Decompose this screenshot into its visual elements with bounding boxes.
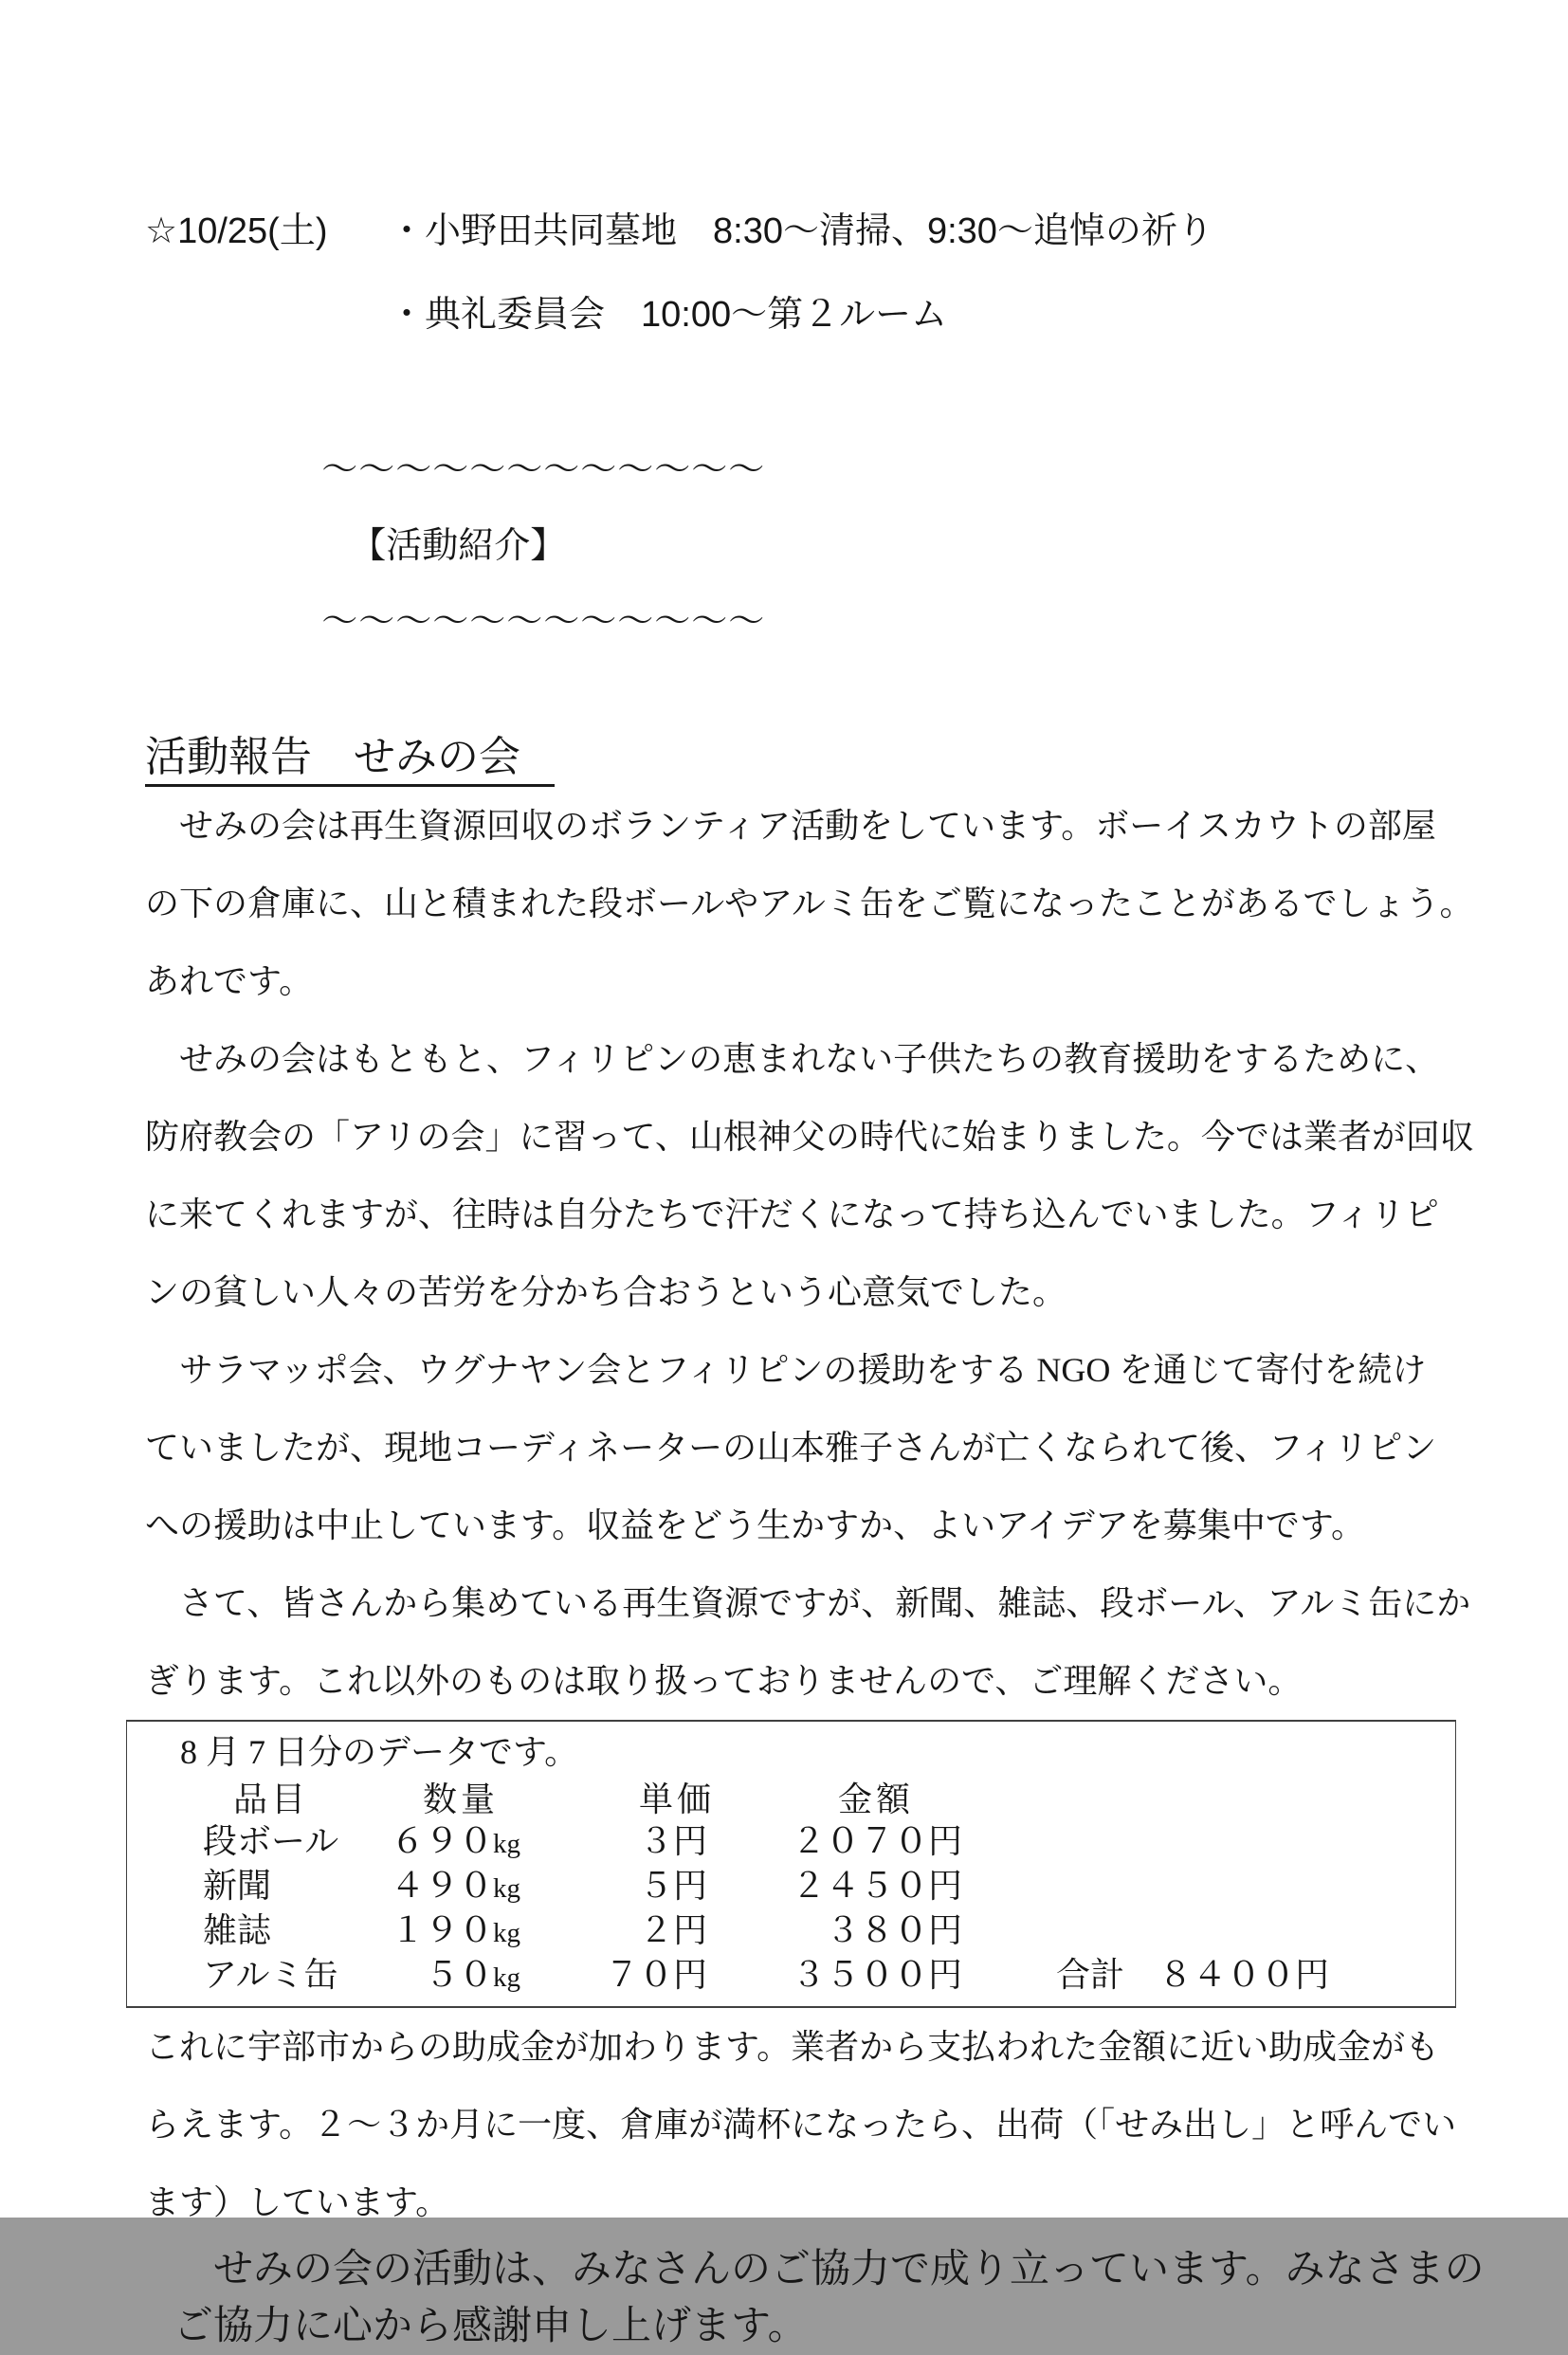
paragraph-line: への援助は中止しています。収益をどう生かすか、よいアイデアを募集中です。 <box>145 1506 1366 1544</box>
table-row <box>127 1820 1455 1865</box>
schedule-line-1 <box>145 190 1483 273</box>
total-label: 合計 <box>1056 1956 1125 1994</box>
paragraph-line: らえます。２～３か月に一度、倉庫が満杯になったら、出荷（「せみ出し」と呼んでい <box>145 2106 1457 2144</box>
kg-unit: kg <box>493 1873 520 1904</box>
closing-line: せみの会の活動は、みなさんのご協力で成り立っています。みなさまの <box>173 2248 1485 2291</box>
paragraph-line: ンの貧しい人々の苦労を分かち合おうという心意気でした。 <box>145 1273 1067 1311</box>
cell-item: 新聞 <box>203 1867 272 1905</box>
kg-unit: kg <box>493 1829 520 1859</box>
paragraph-line: これに宇部市からの助成金が加わります。業者から支払われた金額に近い助成金がも <box>145 2028 1440 2066</box>
schedule-date: ☆10/25(土) <box>145 211 328 251</box>
section-heading: 活動報告 せみの会 <box>145 736 555 787</box>
col-header-amount: 金額 <box>837 1780 914 1818</box>
cell-item: 雑誌 <box>203 1911 272 1949</box>
paragraph-line: ます）しています。 <box>145 2183 450 2221</box>
closing-line: ご協力に心から感謝申し上げます。 <box>173 2305 808 2348</box>
cell-price: ２円 <box>638 1911 707 1949</box>
paragraph-line: さて、皆さんから集めている再生資源ですが、新聞、雑誌、段ボール、アルミ缶にか <box>145 1584 1471 1622</box>
paragraph-line: せみの会はもともと、フィリピンの恵まれない子供たちの教育援助をするために、 <box>145 1040 1440 1078</box>
qty-value: １９０ <box>390 1911 493 1949</box>
table-row <box>127 1954 1455 1999</box>
cell-qty <box>345 1865 525 1909</box>
paragraph-line: ていましたが、現地コーディネーターの山本雅子さんが亡くなられて後、フィリピン <box>145 1429 1437 1467</box>
paragraph-line: せみの会は再生資源回収のボランティア活動をしています。ボーイスカウトの部屋 <box>145 807 1436 845</box>
cell-price: ３円 <box>638 1822 707 1860</box>
cell-total <box>971 1954 1329 1999</box>
schedule-event-2: ・典礼委員会 10:00～第２ルーム <box>389 295 948 335</box>
cell-amount: ２０７０円 <box>791 1822 962 1860</box>
col-header-price: 単価 <box>638 1780 715 1818</box>
cell-qty <box>345 1820 525 1865</box>
qty-value: ６９０ <box>390 1822 493 1860</box>
table-header-row <box>127 1779 1455 1820</box>
paragraph-line: の下の倉庫に、山と積まれた段ボールやアルミ缶をご覧になったことがあるでしょう。 <box>145 885 1474 922</box>
body-paragraphs <box>145 787 1483 1720</box>
schedule-line-2 <box>145 273 1483 356</box>
paragraph-line: に来てくれますが、往時は自分たちで汗だくになって持ち込んでいました。フィリピ <box>145 1196 1439 1233</box>
kg-unit: kg <box>493 1962 520 1993</box>
paragraph-line: 防府教会の「アリの会」に習って、山根神父の時代に始まりました。今では業者が回収 <box>145 1118 1474 1156</box>
qty-value: ５０ <box>424 1956 493 1994</box>
paragraph-line: サラマッポ会、ウグナヤン会とフィリピンの援助をする NGO を通じて寄付を続け <box>145 1351 1427 1389</box>
total-value: ８４００円 <box>1158 1956 1330 1994</box>
section-heading-wrap <box>145 736 1483 787</box>
kg-unit: kg <box>493 1918 520 1948</box>
cell-qty <box>345 1909 525 1954</box>
divider-label: 【活動紹介】 <box>350 526 567 566</box>
paragraph-line: あれです。 <box>145 962 314 1000</box>
table-row <box>127 1909 1455 1954</box>
cell-amount: ３８０円 <box>825 1911 962 1949</box>
table-row <box>127 1865 1455 1909</box>
divider-tildes-right: ～～～～～～～～～～～～ <box>321 602 766 642</box>
data-box-title: 8 月 7 日分のデータです。 <box>180 1733 579 1771</box>
after-box-paragraph <box>145 2008 1483 2241</box>
schedule-event-1: ・小野田共同墓地 8:30～清掃、9:30～追悼の祈り <box>389 211 1213 251</box>
section-divider <box>145 356 1483 736</box>
paragraph-line: ぎります。これ以外のものは取り扱っておりませんので、ご理解ください。 <box>145 1662 1303 1700</box>
cell-amount: ２４５０円 <box>791 1867 962 1905</box>
cell-amount: ３５００円 <box>791 1956 962 1994</box>
cell-price: ５円 <box>638 1867 707 1905</box>
col-header-qty: 数量 <box>422 1780 499 1818</box>
divider-tildes-left: ～～～～～～～～～～～～ <box>321 450 766 490</box>
col-header-item: 品目 <box>233 1780 310 1818</box>
cell-price: ７０円 <box>604 1956 707 1994</box>
closing-paragraph <box>145 2241 1483 2355</box>
cell-item: アルミ缶 <box>203 1956 338 1994</box>
cell-item: 段ボール <box>203 1822 339 1860</box>
cell-qty <box>345 1954 525 1999</box>
qty-value: ４９０ <box>390 1867 493 1905</box>
recycling-data-box <box>126 1720 1456 2008</box>
schedule-spacer <box>145 273 389 356</box>
